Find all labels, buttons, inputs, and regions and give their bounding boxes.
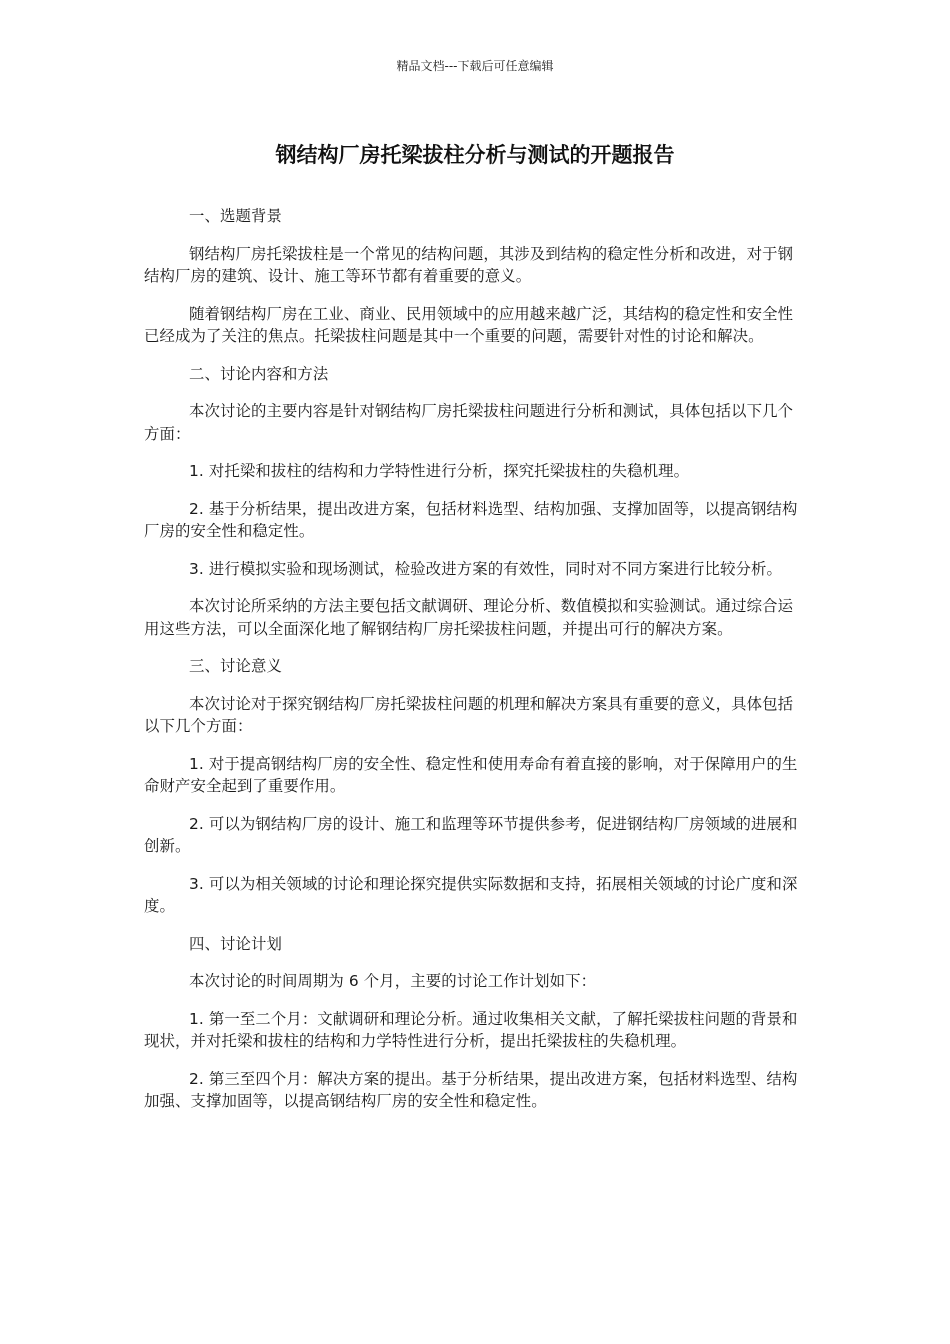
section-heading-content-methods: 二、讨论内容和方法 (189, 364, 329, 383)
list-item: 2. 可以为钢结构厂房的设计、施工和监理等环节提供参考，促进钢结构厂房领域的进展和创新。 (144, 814, 798, 855)
paragraph: 本次讨论的主要内容是针对钢结构厂房托梁拔柱问题进行分析和测试，具体包括以下几个方面： (144, 402, 794, 443)
list-item: 3. 进行模拟实验和现场测试，检验改进方案的有效性，同时对不同方案进行比较分析。 (189, 559, 783, 578)
list-item: 1. 第一至二个月：文献调研和理论分析。通过收集相关文献，了解托梁拔柱问题的背景和现状，并对托梁和拔柱的结构和力学特性进行分析，提出托梁拔柱的失稳机理。 (144, 1009, 798, 1050)
paragraph: 随着钢结构厂房在工业、商业、民用领域中的应用越来越广泛，其结构的稳定性和安全性已经成为了关注的焦点。托梁拔柱问题是其中一个重要的问题，需要针对性的讨论和解决。 (144, 304, 794, 345)
section-heading-significance: 三、讨论意义 (189, 657, 282, 675)
list-item: 3. 可以为相关领域的讨论和理论探究提供实际数据和支持，拓展相关领域的讨论广度和深度。 (144, 874, 798, 915)
list-item: 2. 基于分析结果，提出改进方案，包括材料选型、结构加强、支撑加固等，以提高钢结构厂房的安全性和稳定性。 (144, 499, 798, 540)
section-heading-background: 一、选题背景 (189, 207, 282, 225)
header-note: 精品文档---下载后可任意编辑 (396, 59, 554, 73)
paragraph: 本次讨论所采纳的方法主要包括文献调研、理论分析、数值模拟和实验测试。通过综合运用这些方法，可以全面深化地了解钢结构厂房托梁拔柱问题，并提出可行的解决方案。 (144, 597, 794, 638)
paragraph: 钢结构厂房托梁拔柱是一个常见的结构问题，其涉及到结构的稳定性分析和改进，对于钢结构厂房的建筑、设计、施工等环节都有着重要的意义。 (144, 244, 794, 285)
list-item: 2. 第三至四个月：解决方案的提出。基于分析结果，提出改进方案，包括材料选型、结构加强、支撑加固等，以提高钢结构厂房的安全性和稳定性。 (144, 1069, 798, 1110)
section-heading-plan: 四、讨论计划 (189, 934, 282, 953)
list-item: 1. 对托梁和拔柱的结构和力学特性进行分析，探究托梁拔柱的失稳机理。 (189, 462, 690, 480)
list-item: 1. 对于提高钢结构厂房的安全性、稳定性和使用寿命有着直接的影响，对于保障用户的生命财产安全起到了重要作用。 (144, 754, 798, 795)
paragraph: 本次讨论对于探究钢结构厂房托梁拔柱问题的机理和解决方案具有重要的意义，具体包括以下几个方面： (144, 694, 794, 735)
paragraph: 本次讨论的时间周期为 6 个月，主要的讨论工作计划如下： (189, 972, 597, 990)
document-body (144, 205, 804, 1128)
document-title: 钢结构厂房托梁拔柱分析与测试的开题报告 (275, 143, 675, 167)
